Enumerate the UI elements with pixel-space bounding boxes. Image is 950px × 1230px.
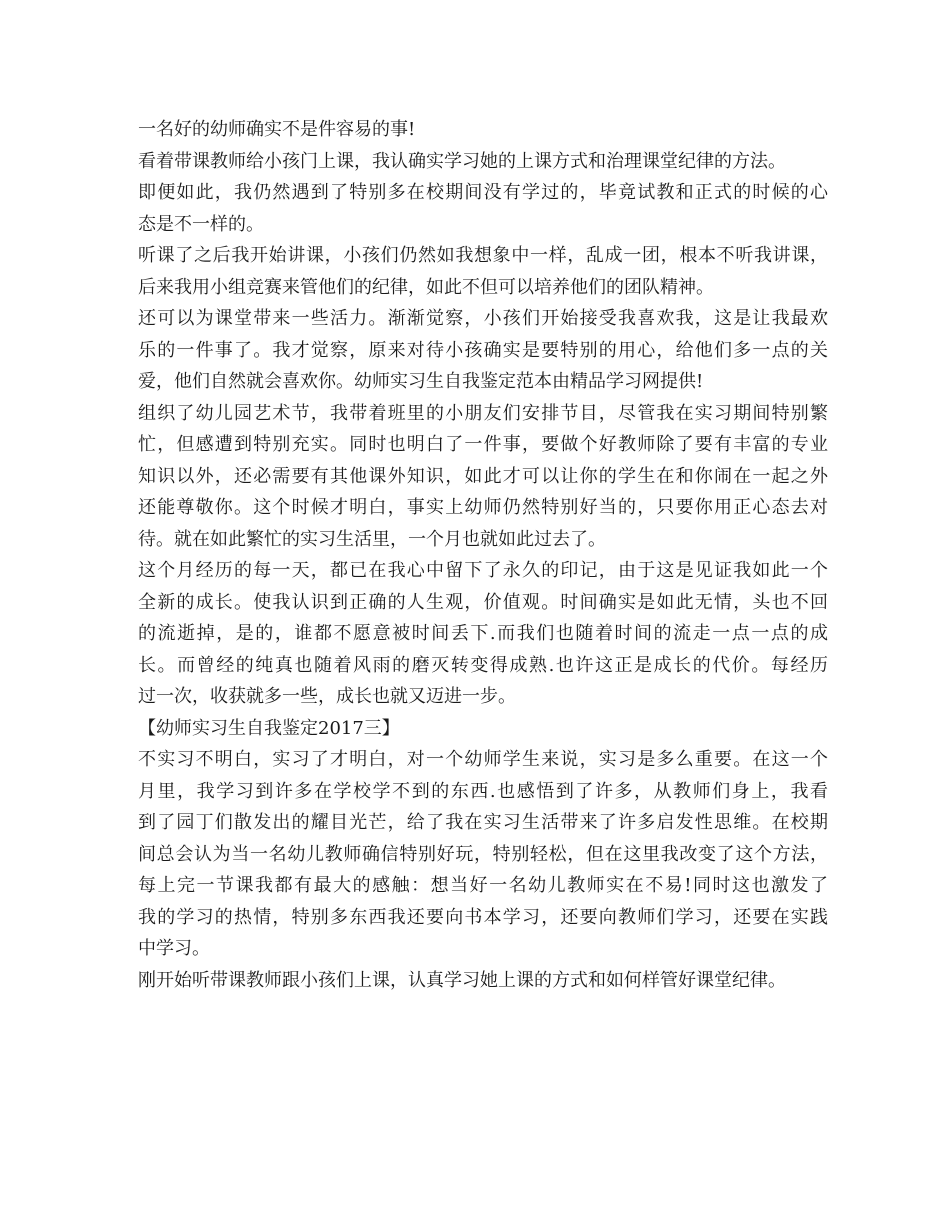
body-text (138, 114, 828, 996)
text-line: 全新的成长。使我认识到正确的人生观，价值观。时间确实是如此无情，头也不回 (138, 591, 828, 613)
text-line: 还能尊敬你。这个时候才明白，事实上幼师仍然特别好当的，只要你用正心态去对 (138, 497, 828, 518)
text-line: 即便如此，我仍然遇到了特别多在校期间没有学过的，毕竟试教和正式的时候的心 (138, 182, 828, 203)
text-line: 这个月经历的每一天，都已在我心中留下了永久的印记，由于这是见证我如此一个 (138, 560, 828, 581)
text-line: 爱，他们自然就会喜欢你。幼师实习生自我鉴定范本由精品学习网提供! (138, 371, 704, 392)
text-line: 组织了幼儿园艺术节，我带着班里的小朋友们安排节目，尽管我在实习期间特别繁 (138, 402, 828, 424)
text-line: 态是不一样的。 (138, 213, 264, 235)
text-line: 忙，但感遭到特别充实。同时也明白了一件事，要做个好教师除了要有丰富的专业 (138, 434, 828, 455)
text-line: 待。就在如此繁忙的实习生活里，一个月也就如此过去了。 (138, 528, 606, 550)
text-line: 看着带课教师给小孩门上课，我认确实学习她的上课方式和治理课堂纪律的方法。 (138, 150, 786, 172)
text-line: 长。而曾经的纯真也随着风雨的磨灭转变得成熟.也许这正是成长的代价。每经历 (138, 654, 828, 676)
text-line: 每上完一节课我都有最大的感触：想当好一名幼儿教师实在不易!同时这也激发了 (138, 875, 828, 896)
text-line: 我的学习的热情，特别多东西我还要向书本学习，还要向教师们学习，还要在实践 (138, 906, 828, 928)
text-line: 乐的一件事了。我才觉察，原来对待小孩确实是要特别的用心，给他们多一点的关 (138, 339, 828, 361)
text-line: 刚开始听带课教师跟小孩们上课，认真学习她上课的方式和如何样管好课堂纪律。 (138, 969, 786, 991)
section-heading: 【幼师实习生自我鉴定2017三】 (138, 717, 400, 739)
text-line: 知识以外，还必需要有其他课外知识，如此才可以让你的学生在和你闹在一起之外 (138, 465, 828, 487)
text-line: 中学习。 (138, 938, 210, 959)
text-line: 的流逝掉，是的，谁都不愿意被时间丢下.而我们也随着时间的流走一点一点的成 (138, 623, 828, 644)
text-line: 听课了之后我开始讲课，小孩们仍然如我想象中一样，乱成一团，根本不听我讲课， (138, 245, 828, 266)
text-line: 后来我用小组竞赛来管他们的纪律，如此不但可以培养他们的团队精神。 (138, 276, 714, 298)
text-line: 不实习不明白，实习了才明白，对一个幼师学生来说，实习是多么重要。在这一个 (138, 749, 828, 770)
text-line: 月里，我学习到许多在学校学不到的东西.也感悟到了许多，从教师们身上，我看 (138, 780, 828, 802)
text-line: 还可以为课堂带来一些活力。渐渐觉察，小孩们开始接受我喜欢我，这是让我最欢 (138, 308, 828, 329)
text-line: 到了园丁们散发出的耀目光芒，给了我在实习生活带来了许多启发性思维。在校期 (138, 812, 828, 833)
text-line: 过一次，收获就多一些，成长也就又迈进一步。 (138, 686, 516, 707)
text-line: 一名好的幼师确实不是件容易的事! (138, 119, 416, 140)
text-line: 间总会认为当一名幼儿教师确信特别好玩，特别轻松，但在这里我改变了这个方法， (138, 843, 828, 865)
